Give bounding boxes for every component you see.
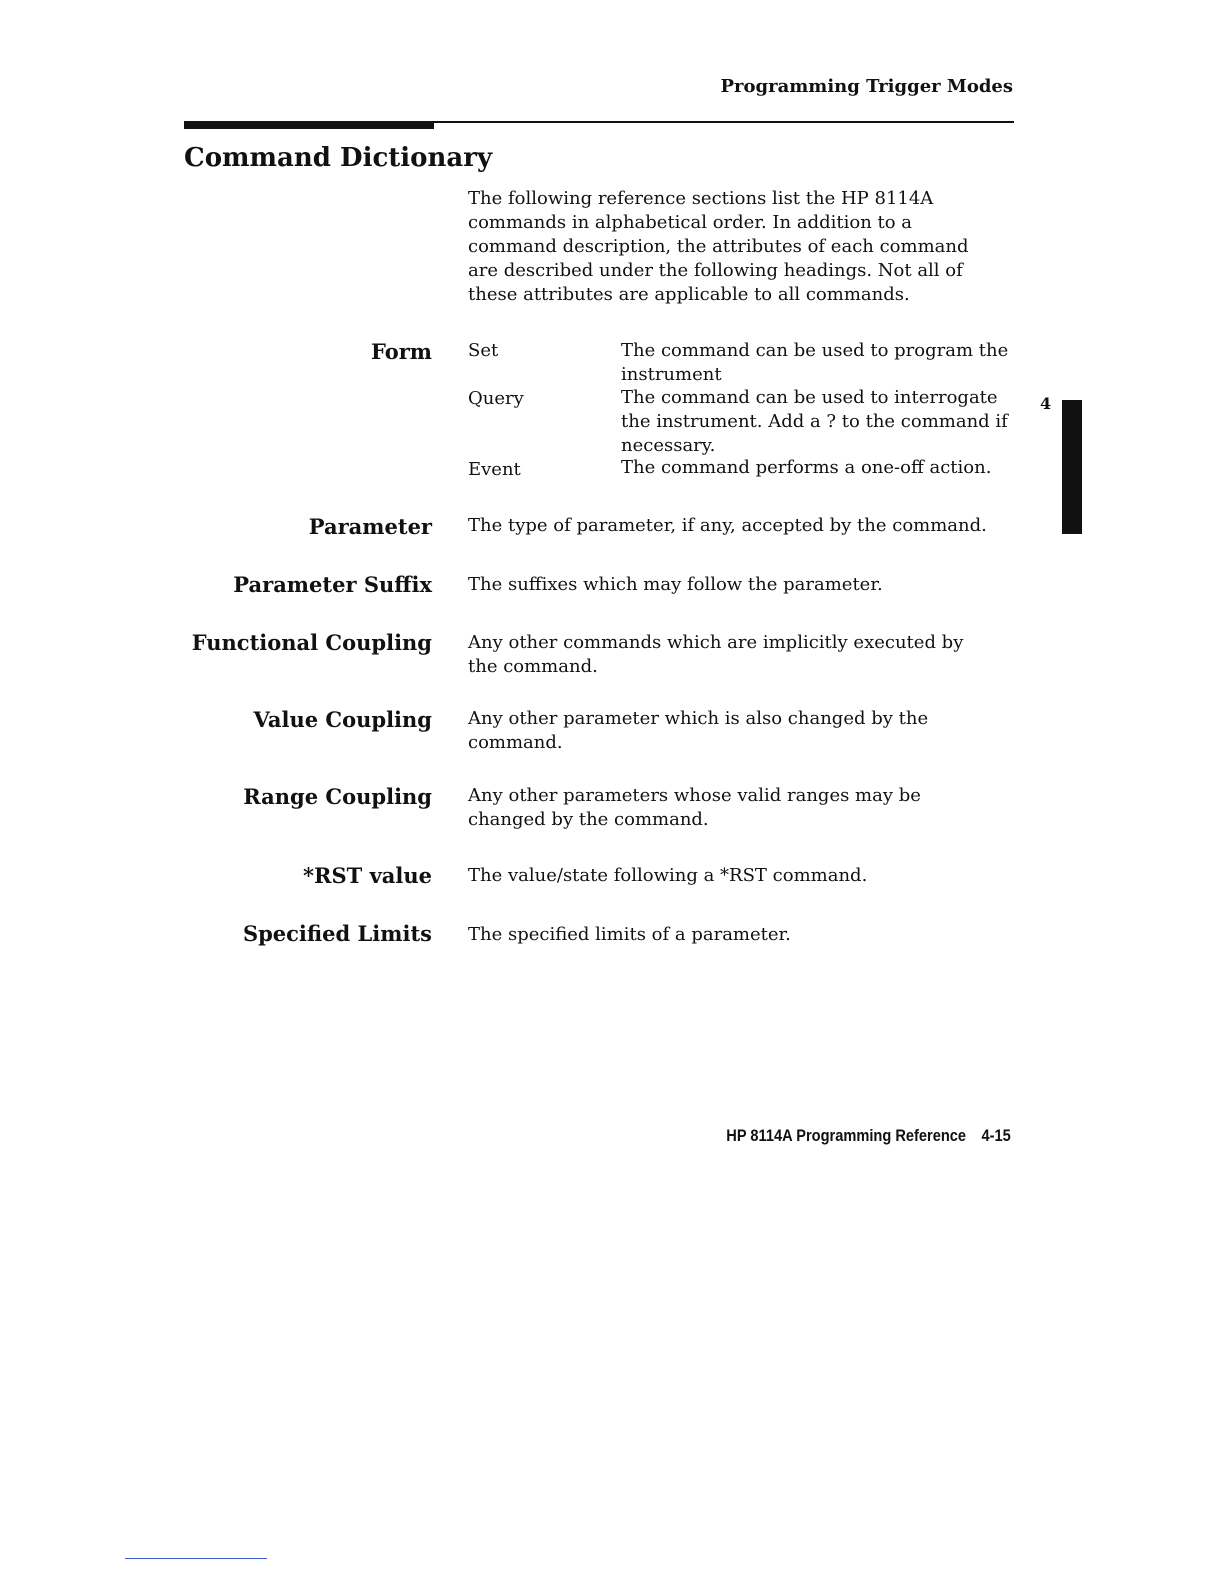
def-text-parameter: The type of parameter, if any, accepted by the command. xyxy=(468,515,987,536)
form-term-event: Event xyxy=(468,459,521,480)
def-label-specified-limits: Specified Limits xyxy=(242,921,432,946)
section-title: Command Dictionary xyxy=(184,143,493,173)
form-desc-query: The command can be used to interrogate the instrument. Add a ? to the command if necessary. xyxy=(621,387,1008,456)
def-label-range-coupling: Range Coupling xyxy=(243,784,432,809)
def-text-specified-limits: The specified limits of a parameter. xyxy=(468,924,791,945)
def-text-range-coupling: Any other parameters whose valid ranges may be changed by the command. xyxy=(468,785,921,830)
intro-paragraph: The following reference sections list the HP 8114A commands in alphabetical order. In addition to a command description, the attributes of each command are described under the following headings. Not all of these attributes are applicable to all commands. xyxy=(468,188,969,305)
def-label-parameter: Parameter xyxy=(308,514,432,539)
def-text-rst-value: The value/state following a *RST command. xyxy=(468,865,868,886)
footer-manual-title: HP 8114A Programming Reference xyxy=(726,1126,967,1145)
footer-page-number: 4-15 xyxy=(981,1126,1011,1145)
form-desc-set: The command can be used to program the instrument xyxy=(621,340,1009,385)
chapter-tab-number: 4 xyxy=(1040,394,1052,413)
def-label-value-coupling: Value Coupling xyxy=(253,707,432,732)
form-label: Form xyxy=(370,339,432,364)
running-header: Programming Trigger Modes xyxy=(720,76,1013,97)
def-text-functional-coupling: Any other commands which are implicitly executed by the command. xyxy=(468,632,964,677)
chapter-tab-bar xyxy=(1062,400,1082,534)
form-term-query: Query xyxy=(468,388,524,409)
def-text-value-coupling: Any other parameter which is also changed by the command. xyxy=(468,708,929,753)
def-label-rst-value: *RST value xyxy=(303,863,432,888)
form-term-set: Set xyxy=(468,340,499,361)
page-footer xyxy=(727,1126,1011,1146)
def-text-parameter-suffix: The suffixes which may follow the parameter. xyxy=(468,574,883,595)
header-rule-thick xyxy=(184,121,434,129)
form-desc-event: The command performs a one-off action. xyxy=(621,457,992,478)
def-label-parameter-suffix: Parameter Suffix xyxy=(233,572,432,597)
scan-artifact-line xyxy=(125,1558,267,1559)
def-label-functional-coupling: Functional Coupling xyxy=(191,630,432,655)
